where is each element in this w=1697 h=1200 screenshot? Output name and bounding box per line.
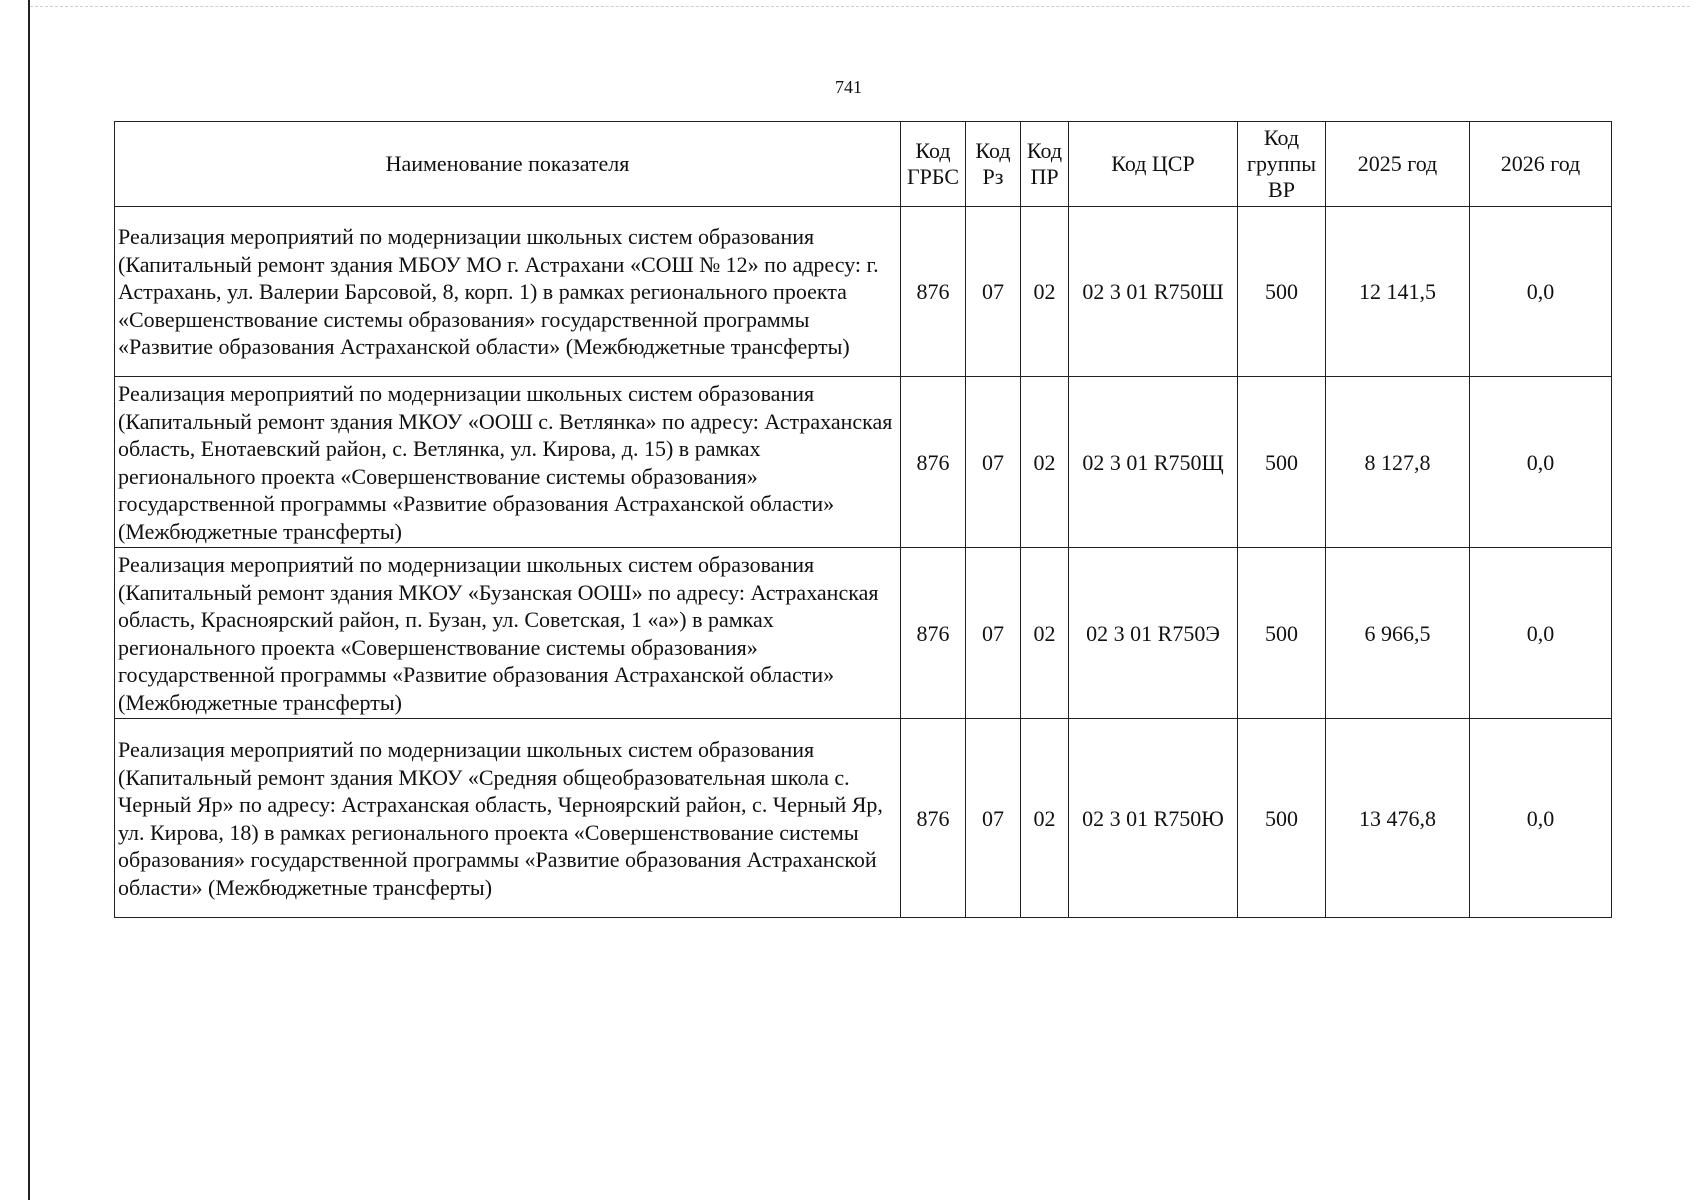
cell-csr: 02 3 01 R750Щ: [1069, 377, 1238, 548]
header-pr: Код ПР: [1021, 122, 1069, 207]
table-row: [115, 719, 1612, 918]
cell-rz: 07: [966, 548, 1021, 719]
cell-2025: 6 966,5: [1326, 548, 1470, 719]
cell-2026: 0,0: [1470, 719, 1612, 918]
cell-2025: 13 476,8: [1326, 719, 1470, 918]
cell-name: Реализация мероприятий по модернизации школьных систем образования (Капитальный ремонт здания МКОУ «Средняя общеобразовательная школа с. Черный Яр» по адресу: Астраханская область, Черноярский район, с. Черный Яр, ул. Кирова, 18) в рамках регионального проекта «Совершенствование системы образования» государственной программы «Развитие образования Астраханской области» (Межбюджетные трансферты): [115, 719, 901, 918]
cell-grbs: 876: [901, 207, 966, 377]
table-row: [115, 548, 1612, 719]
cell-pr: 02: [1021, 377, 1069, 548]
cell-name: Реализация мероприятий по модернизации школьных систем образования (Капитальный ремонт здания МБОУ МО г. Астрахани «СОШ № 12» по адресу: г. Астрахань, ул. Валерии Барсовой, 8, корп. 1) в рамках регионального проекта «Совершенствование системы образования» государственной программы «Развитие образования Астраханской области» (Межбюджетные трансферты): [115, 207, 901, 377]
cell-csr: 02 3 01 R750Ш: [1069, 207, 1238, 377]
cell-vr: 500: [1238, 207, 1326, 377]
cell-2025: 8 127,8: [1326, 377, 1470, 548]
cell-rz: 07: [966, 207, 1021, 377]
page-number: 741: [835, 77, 862, 97]
cell-vr: 500: [1238, 377, 1326, 548]
cell-rz: 07: [966, 719, 1021, 918]
budget-table: [114, 121, 1612, 918]
scan-border-left: [28, 0, 30, 1200]
cell-csr: 02 3 01 R750Э: [1069, 548, 1238, 719]
cell-grbs: 876: [901, 548, 966, 719]
scan-border-top: [30, 6, 1690, 8]
header-csr: Код ЦСР: [1069, 122, 1238, 207]
table-row: [115, 377, 1612, 548]
header-2025: 2025 год: [1326, 122, 1470, 207]
cell-pr: 02: [1021, 548, 1069, 719]
table-row: [115, 207, 1612, 377]
table-header-row: [115, 122, 1612, 207]
cell-grbs: 876: [901, 719, 966, 918]
header-vr: Код группы ВР: [1238, 122, 1326, 207]
cell-2026: 0,0: [1470, 377, 1612, 548]
cell-2026: 0,0: [1470, 548, 1612, 719]
cell-2026: 0,0: [1470, 207, 1612, 377]
header-2026: 2026 год: [1470, 122, 1612, 207]
cell-rz: 07: [966, 377, 1021, 548]
header-grbs: Код ГРБС: [901, 122, 966, 207]
header-name: Наименование показателя: [115, 122, 901, 207]
cell-2025: 12 141,5: [1326, 207, 1470, 377]
cell-vr: 500: [1238, 548, 1326, 719]
cell-csr: 02 3 01 R750Ю: [1069, 719, 1238, 918]
header-rz: Код Рз: [966, 122, 1021, 207]
cell-grbs: 876: [901, 377, 966, 548]
cell-name: Реализация мероприятий по модернизации школьных систем образования (Капитальный ремонт здания МКОУ «Бузанская ООШ» по адресу: Астраханская область, Красноярский район, п. Бузан, ул. Советская, 1 «а») в рамках регионального проекта «Совершенствование системы образования» государственной программы «Развитие образования Астраханской области» (Межбюджетные трансферты): [115, 548, 901, 719]
cell-pr: 02: [1021, 719, 1069, 918]
cell-pr: 02: [1021, 207, 1069, 377]
cell-vr: 500: [1238, 719, 1326, 918]
cell-name: Реализация мероприятий по модернизации школьных систем образования (Капитальный ремонт здания МКОУ «ООШ с. Ветлянка» по адресу: Астраханская область, Енотаевский район, с. Ветлянка, ул. Кирова, д. 15) в рамках регионального проекта «Совершенствование системы образования» государственной программы «Развитие образования Астраханской области» (Межбюджетные трансферты): [115, 377, 901, 548]
